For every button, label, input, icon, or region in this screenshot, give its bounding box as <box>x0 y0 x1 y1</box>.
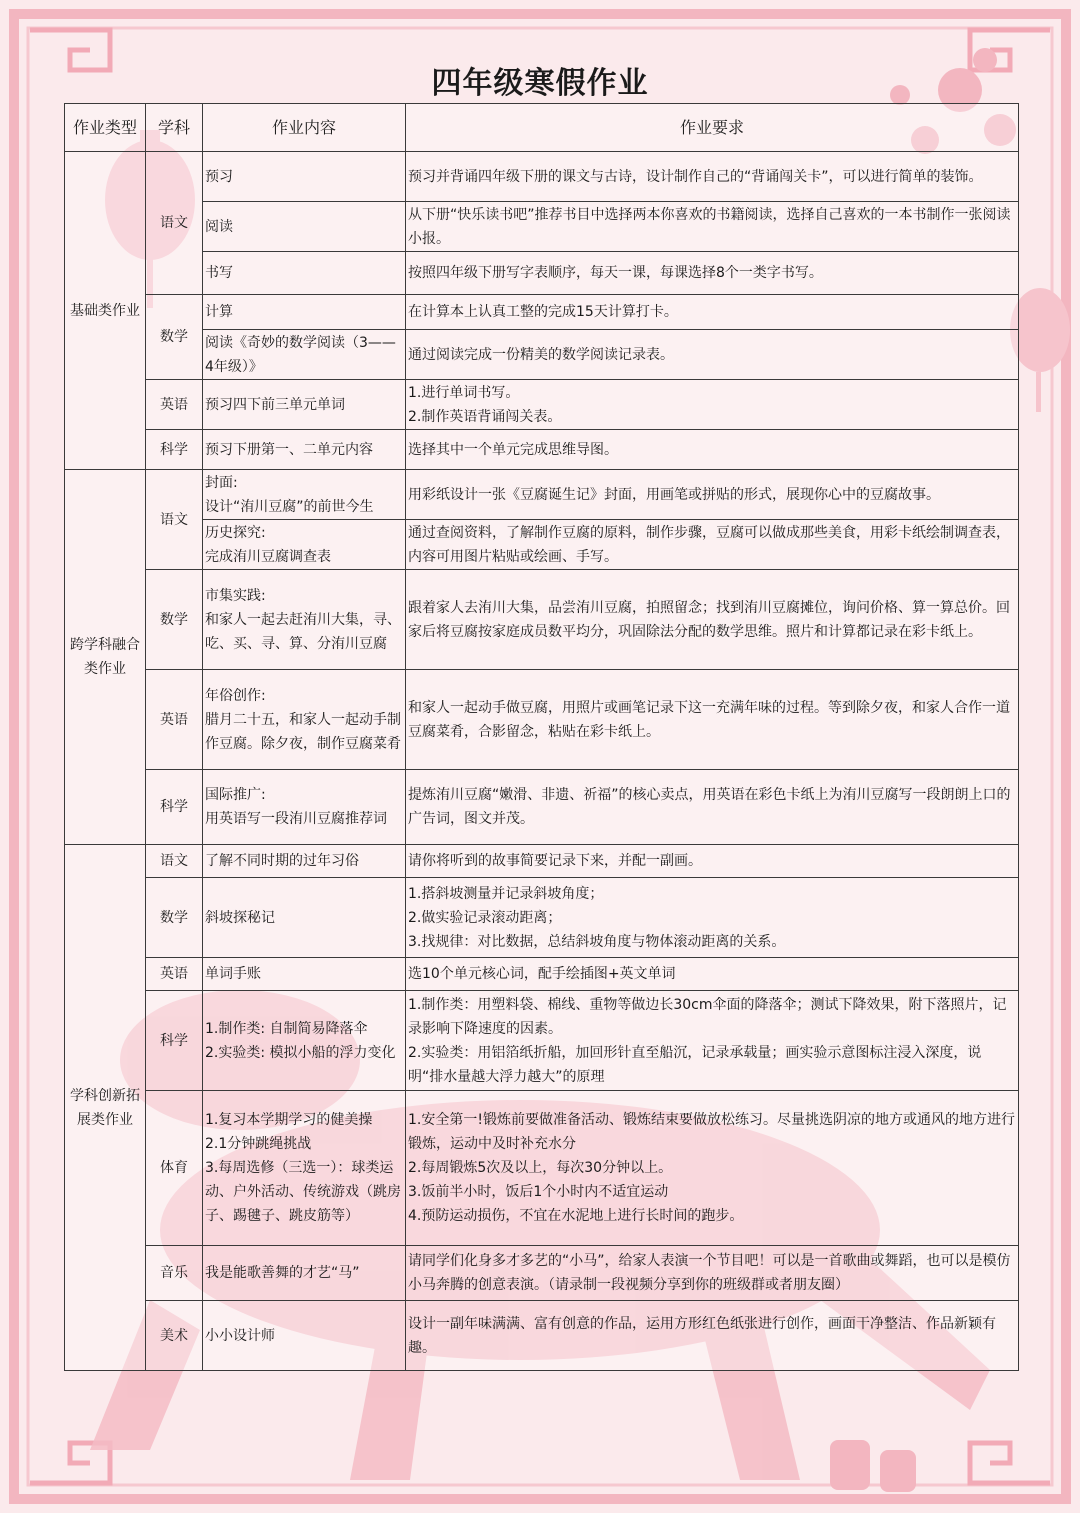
content-cell: 斜坡探秘记 <box>203 878 406 958</box>
requirement-cell: 选10个单元核心词，配手绘插图+英文单词 <box>406 958 1019 991</box>
requirement-cell: 在计算本上认真工整的完成15天计算打卡。 <box>406 295 1019 330</box>
header-requirement: 作业要求 <box>406 104 1019 152</box>
content-cell: 书写 <box>203 252 406 295</box>
requirement-cell: 预习并背诵四年级下册的课文与古诗，设计制作自己的“背诵闯关卡”，可以进行简单的装饰。 <box>406 152 1019 202</box>
table-row <box>65 1301 1019 1371</box>
subject-cell: 音乐 <box>146 1246 203 1301</box>
subject-cell: 语文 <box>146 152 203 295</box>
requirement-cell: 从下册“快乐读书吧”推荐书目中选择两本你喜欢的书籍阅读，选择自己喜欢的一本书制作一张阅读小报。 <box>406 202 1019 252</box>
content-cell: 了解不同时期的过年习俗 <box>203 845 406 878</box>
table-row <box>65 252 1019 295</box>
table-header-row <box>65 104 1019 152</box>
table-row <box>65 845 1019 878</box>
table-row <box>65 570 1019 670</box>
content-cell: 市集实践: 和家人一起去赶洧川大集，寻、吃、买、寻、算、分洧川豆腐 <box>203 570 406 670</box>
content-cell: 小小设计师 <box>203 1301 406 1371</box>
subject-cell: 科学 <box>146 770 203 845</box>
content-cell: 阅读《奇妙的数学阅读（3——4年级）》 <box>203 330 406 380</box>
subject-cell: 数学 <box>146 295 203 380</box>
category-cell: 跨学科融合类作业 <box>65 470 146 845</box>
content-cell: 预习 <box>203 152 406 202</box>
homework-table <box>64 103 1019 1371</box>
table-row <box>65 520 1019 570</box>
table-row <box>65 430 1019 470</box>
table-row <box>65 1091 1019 1246</box>
table-row <box>65 991 1019 1091</box>
table-row <box>65 295 1019 330</box>
requirement-cell: 设计一副年味满满、富有创意的作品，运用方形红色纸张进行创作，画面干净整洁、作品新颖有趣。 <box>406 1301 1019 1371</box>
subject-cell: 科学 <box>146 991 203 1091</box>
table-row <box>65 958 1019 991</box>
subject-cell: 英语 <box>146 958 203 991</box>
requirement-cell: 用彩纸设计一张《豆腐诞生记》封面，用画笔或拼贴的形式，展现你心中的豆腐故事。 <box>406 470 1019 520</box>
table-row <box>65 670 1019 770</box>
content-cell: 阅读 <box>203 202 406 252</box>
requirement-cell: 请你将听到的故事简要记录下来，并配一副画。 <box>406 845 1019 878</box>
table-row <box>65 1246 1019 1301</box>
subject-cell: 体育 <box>146 1091 203 1246</box>
header-subject: 学科 <box>146 104 203 152</box>
subject-cell: 语文 <box>146 845 203 878</box>
subject-cell: 英语 <box>146 670 203 770</box>
requirement-cell: 请同学们化身多才多艺的“小马”，给家人表演一个节目吧！可以是一首歌曲或舞蹈，也可以是模仿小马奔腾的创意表演。（请录制一段视频分享到你的班级群或者朋友圈） <box>406 1246 1019 1301</box>
content-cell: 国际推广: 用英语写一段洧川豆腐推荐词 <box>203 770 406 845</box>
content-cell: 历史探究: 完成洧川豆腐调查表 <box>203 520 406 570</box>
subject-cell: 科学 <box>146 430 203 470</box>
subject-cell: 英语 <box>146 380 203 430</box>
page-title: 四年级寒假作业 <box>431 66 649 101</box>
requirement-cell: 1.进行单词书写。 2.制作英语背诵闯关表。 <box>406 380 1019 430</box>
content-cell: 封面: 设计“洧川豆腐”的前世今生 <box>203 470 406 520</box>
content-cell: 我是能歌善舞的才艺“马” <box>203 1246 406 1301</box>
category-cell: 基础类作业 <box>65 152 146 470</box>
subject-cell: 美术 <box>146 1301 203 1371</box>
content-cell: 年俗创作: 腊月二十五，和家人一起动手制作豆腐。除夕夜，制作豆腐菜肴 <box>203 670 406 770</box>
content-cell: 预习四下前三单元单词 <box>203 380 406 430</box>
table-row <box>65 380 1019 430</box>
table-row <box>65 152 1019 202</box>
subject-cell: 数学 <box>146 570 203 670</box>
table-row <box>65 330 1019 380</box>
content-cell: 预习下册第一、二单元内容 <box>203 430 406 470</box>
header-content: 作业内容 <box>203 104 406 152</box>
category-cell: 学科创新拓展类作业 <box>65 845 146 1371</box>
requirement-cell: 1.制作类：用塑料袋、棉线、重物等做边长30cm伞面的降落伞；测试下降效果，附下落照片，记录影响下降速度的因素。 2.实验类：用铝箔纸折船，加回形针直至船沉，记录承载量；画实验示意图标注浸入深度，说明“排水量越大浮力越大”的原理 <box>406 991 1019 1091</box>
table-row <box>65 470 1019 520</box>
requirement-cell: 和家人一起动手做豆腐，用照片或画笔记录下这一充满年味的过程。等到除夕夜，和家人合作一道豆腐菜肴，合影留念，粘贴在彩卡纸上。 <box>406 670 1019 770</box>
header-type: 作业类型 <box>65 104 146 152</box>
requirement-cell: 选择其中一个单元完成思维导图。 <box>406 430 1019 470</box>
requirement-cell: 通过查阅资料，了解制作豆腐的原料，制作步骤，豆腐可以做成那些美食，用彩卡纸绘制调查表，内容可用图片粘贴或绘画、手写。 <box>406 520 1019 570</box>
table-row <box>65 202 1019 252</box>
requirement-cell: 按照四年级下册写字表顺序，每天一课，每课选择8个一类字书写。 <box>406 252 1019 295</box>
table-row <box>65 770 1019 845</box>
subject-cell: 语文 <box>146 470 203 570</box>
requirement-cell: 通过阅读完成一份精美的数学阅读记录表。 <box>406 330 1019 380</box>
content-cell: 单词手账 <box>203 958 406 991</box>
content-cell: 1.复习本学期学习的健美操 2.1分钟跳绳挑战 3.每周选修（三选一）：球类运动、户外活动、传统游戏（跳房子、踢毽子、跳皮筋等） <box>203 1091 406 1246</box>
subject-cell: 数学 <box>146 878 203 958</box>
requirement-cell: 1.搭斜坡测量并记录斜坡角度； 2.做实验记录滚动距离； 3.找规律：对比数据，总结斜坡角度与物体滚动距离的关系。 <box>406 878 1019 958</box>
content-cell: 计算 <box>203 295 406 330</box>
requirement-cell: 提炼洧川豆腐“嫩滑、非遗、祈福”的核心卖点，用英语在彩色卡纸上为洧川豆腐写一段朗朗上口的广告词，图文并茂。 <box>406 770 1019 845</box>
content-cell: 1.制作类: 自制简易降落伞 2.实验类: 模拟小船的浮力变化 <box>203 991 406 1091</box>
requirement-cell: 跟着家人去洧川大集，品尝洧川豆腐，拍照留念；找到洧川豆腐摊位，询问价格、算一算总价。回家后将豆腐按家庭成员数平均分，巩固除法分配的数学思维。照片和计算都记录在彩卡纸上。 <box>406 570 1019 670</box>
requirement-cell: 1.安全第一!锻炼前要做准备活动、锻炼结束要做放松练习。尽量挑选阴凉的地方或通风的地方进行锻炼，运动中及时补充水分 2.每周锻炼5次及以上，每次30分钟以上。 3.饭前半小时，饭后1个小时内不适宜运动 4.预防运动损伤，不宜在水泥地上进行长时间的跑步。 <box>406 1091 1019 1246</box>
table-row <box>65 878 1019 958</box>
